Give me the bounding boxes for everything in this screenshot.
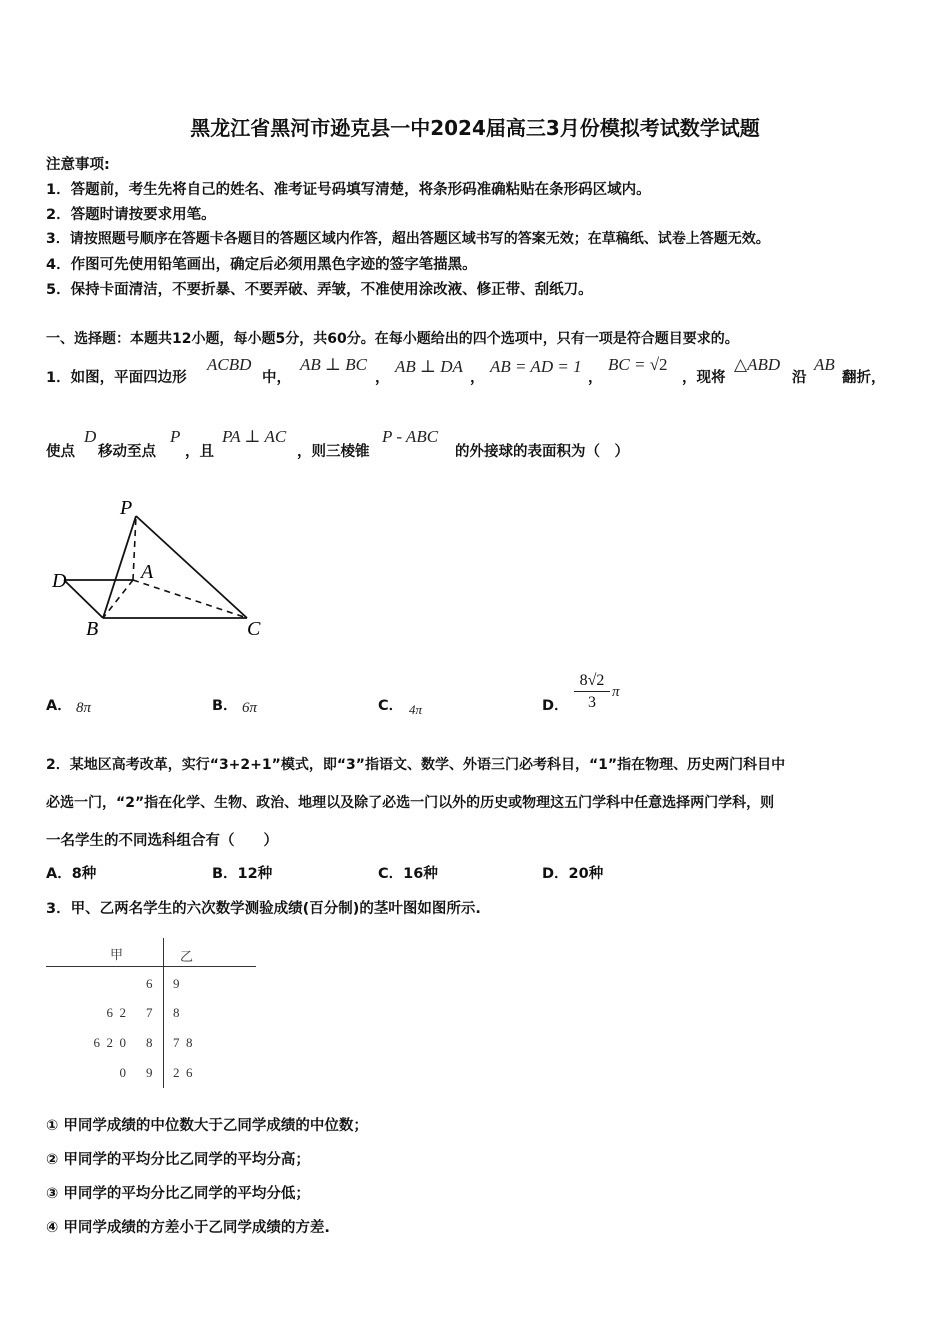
notice-item: 1．答题前，考生先将自己的姓名、准考证号码填写清楚，将条形码准确粘贴在条形码区域内。 [46, 182, 651, 198]
q1-option-d-pi: π [612, 684, 620, 700]
q1-figure [40, 490, 280, 650]
q1-text: 沿 [792, 370, 807, 386]
q1-text: ， [588, 370, 603, 386]
label-b: B [86, 618, 99, 640]
table-right-leaves: 8 [173, 1005, 180, 1020]
table-stem: 7 [146, 1005, 153, 1020]
table-head-jia: 甲 [110, 947, 124, 962]
q1-option-c: 4π [409, 702, 423, 717]
table-left-leaves: 6 2 [106, 1005, 126, 1020]
q1-math: PA ⊥ AC [222, 427, 287, 446]
table-stem: 9 [146, 1065, 153, 1080]
q1-option-b: 6π [242, 700, 258, 716]
q1-text: 移动至点 [98, 444, 156, 460]
q2-text: 2．某地区高考改革，实行“3+2+1”模式，即“3”指语文、数学、外语三门必考科目，“1”指在物理、历史两门科目中 [46, 757, 786, 773]
q1-option-c-label: C． [378, 698, 404, 714]
q1-text: 翻折， [842, 370, 886, 386]
q2-option-c: C．16种 [378, 866, 438, 882]
q1-text: ，现将 [682, 370, 726, 386]
sqrt-two: √2 [649, 355, 668, 374]
q1-math [608, 355, 668, 375]
label-p: P [120, 497, 133, 519]
q3-statement: ① 甲同学成绩的中位数大于乙同学成绩的中位数； [46, 1118, 368, 1134]
notice-item: 3．请按照题号顺序在答题卡各题目的答题区域内作答，超出答题区域书写的答案无效；在草稿纸、试卷上答题无效。 [46, 231, 770, 247]
q1-option-a: 8π [76, 700, 92, 716]
q1-math: △ABD [734, 355, 781, 374]
q1-math: AB ⊥ DA [395, 357, 463, 376]
q1-math: AB ⊥ BC [300, 355, 367, 374]
q1-text: ， [470, 370, 485, 386]
table-stem: 8 [146, 1035, 153, 1050]
label-a: A [141, 561, 154, 583]
q2-text: 一名学生的不同选科组合有（ ） [46, 833, 278, 849]
q3-text: 3．甲、乙两名学生的六次数学测验成绩(百分制)的茎叶图如图所示. [46, 901, 481, 917]
table-right-leaves: 9 [173, 976, 180, 991]
page-title: 黑龙江省黑河市逊克县一中2024届高三3月份模拟考试数学试题 [190, 116, 760, 140]
table-stem-rule [163, 938, 164, 1088]
q1-math-part: BC = [608, 355, 650, 374]
q1-text: 1．如图，平面四边形 [46, 370, 187, 386]
q1-math: AB = AD = 1 [490, 357, 582, 376]
notice-item: 2．答题时请按要求用笔。 [46, 207, 216, 223]
table-right-leaves: 7 8 [173, 1035, 193, 1050]
q1-math: AB [814, 355, 835, 374]
fraction-numerator: 8√2 [574, 672, 610, 692]
edge-ab-hidden [103, 580, 133, 618]
table-left-leaves: 6 2 0 [93, 1035, 126, 1050]
table-header-rule [46, 966, 256, 967]
q1-option-d-fraction [574, 672, 610, 712]
label-c: C [247, 618, 261, 640]
q1-math: ACBD [207, 355, 252, 374]
table-head-yi: 乙 [180, 949, 194, 964]
notice-item: 5．保持卡面清洁，不要折暴、不要弄破、弄皱，不准使用涂改液、修正带、刮纸刀。 [46, 282, 593, 298]
q2-option-b: B．12种 [212, 866, 273, 882]
label-d: D [52, 570, 67, 592]
q1-text: 中， [262, 370, 291, 386]
q1-math: D [84, 427, 97, 446]
q3-statement: ② 甲同学的平均分比乙同学的平均分高； [46, 1152, 310, 1168]
edge-pb [103, 516, 136, 618]
q1-option-b-label: B． [212, 698, 238, 714]
notice-heading: 注意事项: [46, 157, 110, 173]
edge-ac-hidden [133, 580, 247, 618]
fraction-denominator: 3 [588, 694, 596, 711]
edge-db [64, 580, 103, 618]
notice-item: 4．作图可先使用铅笔画出，确定后必须用黑色字迹的签字笔描黑。 [46, 257, 477, 273]
q1-text: 使点 [46, 444, 75, 460]
q2-option-d: D．20种 [542, 866, 604, 882]
q1-text: ，则三棱锥 [297, 444, 370, 460]
q1-text: 的外接球的表面积为（ ） [455, 444, 629, 460]
q1-option-a-label: A． [46, 698, 72, 714]
q1-text: ， [375, 370, 390, 386]
table-left-leaves: 0 [119, 1065, 126, 1080]
q3-statement: ③ 甲同学的平均分比乙同学的平均分低； [46, 1186, 310, 1202]
q1-math: P - ABC [382, 427, 439, 446]
q1-math: P [170, 427, 181, 446]
table-right-leaves: 2 6 [173, 1065, 193, 1080]
q3-statement: ④ 甲同学成绩的方差小于乙同学成绩的方差. [46, 1220, 330, 1236]
section-heading: 一、选择题：本题共12小题，每小题5分，共60分。在每小题给出的四个选项中，只有一项是符合题目要求的。 [46, 331, 739, 347]
q1-option-d-label: D． [542, 698, 569, 714]
q2-option-a: A．8种 [46, 866, 97, 882]
q1-text: ，且 [185, 444, 214, 460]
q2-text: 必选一门，“2”指在化学、生物、政治、地理以及除了必选一门以外的历史或物理这五门学科中任意选择两门学科，则 [46, 795, 775, 811]
table-stem: 6 [146, 976, 153, 991]
